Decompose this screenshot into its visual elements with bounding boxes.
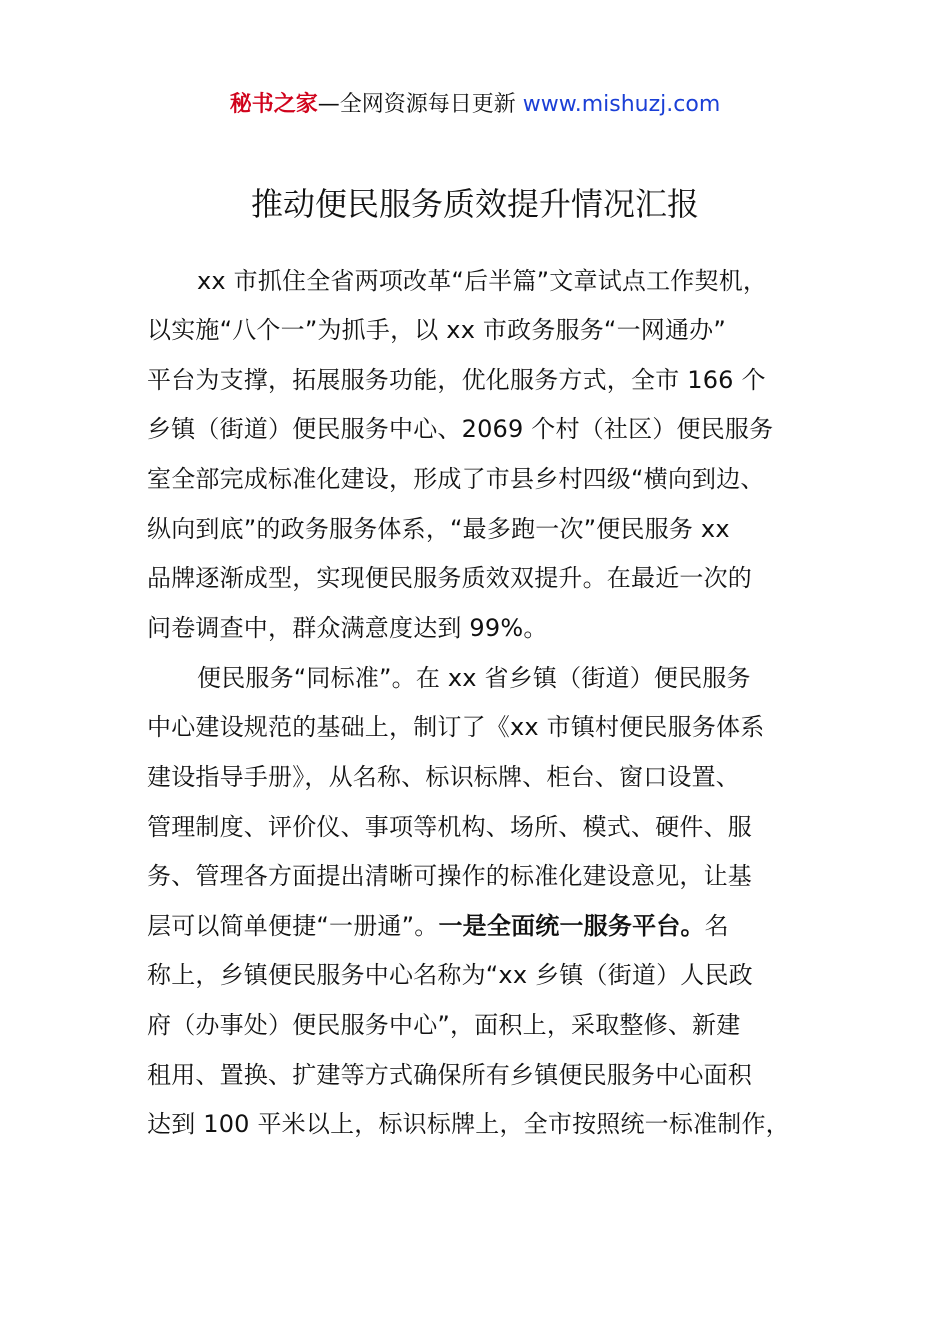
header-slogan: —全网资源每日更新 xyxy=(317,92,523,117)
paragraph-line: 纵向到底”的政务服务体系，“最多跑一次”便民服务 xx xyxy=(147,515,730,543)
paragraph-line: 管理制度、评价仪、事项等机构、场所、模式、硬件、服 xyxy=(147,813,752,841)
paragraph-line: 府（办事处）便民服务中心”，面积上，采取整修、新建 xyxy=(147,1011,741,1039)
paragraph-line: 以实施“八个一”为抓手，以 xx 市政务服务“一网通办” xyxy=(147,316,726,344)
bold-heading: 一是全面统一服务平台。 xyxy=(438,912,705,940)
paragraph-line: 称上，乡镇便民服务中心名称为“xx 乡镇（街道）人民政 xyxy=(147,961,753,989)
paragraph-line: 室全部完成标准化建设，形成了市县乡村四级“横向到边、 xyxy=(147,465,765,493)
paragraph-line: 租用、置换、扩建等方式确保所有乡镇便民服务中心面积 xyxy=(147,1061,752,1089)
brand-name: 秘书之家 xyxy=(229,92,318,117)
paragraph-line: 问卷调查中，群众满意度达到 99%。 xyxy=(147,614,548,642)
paragraph-line: 平台为支撑，拓展服务功能，优化服务方式，全市 166 个 xyxy=(147,366,766,394)
paragraph-line: 品牌逐渐成型，实现便民服务质效双提升。在最近一次的 xyxy=(147,564,752,592)
paragraph-line: 建设指导手册》，从名称、标识标牌、柜台、窗口设置、 xyxy=(147,763,740,791)
paragraph-line xyxy=(147,909,729,943)
site-header xyxy=(0,88,950,122)
document-title: 推动便民服务质效提升情况汇报 xyxy=(250,185,699,223)
paragraph-line: 便民服务“同标准”。在 xx 省乡镇（街道）便民服务 xyxy=(197,664,751,692)
paragraph-line: 达到 100 平米以上，标识标牌上，全市按照统一标准制作， xyxy=(147,1110,790,1138)
line-text: 层可以简单便捷“一册通”。 xyxy=(147,912,439,940)
site-url-link[interactable]: www.mishuzj.com xyxy=(522,92,721,117)
paragraph-line: 务、管理各方面提出清晰可操作的标准化建设意见，让基 xyxy=(147,862,752,890)
paragraph-line: 中心建设规范的基础上，制订了《xx 市镇村便民服务体系 xyxy=(147,713,765,741)
paragraph-line: xx 市抓住全省两项改革“后半篇”文章试点工作契机， xyxy=(197,267,768,295)
paragraph-line: 乡镇（街道）便民服务中心、2069 个村（社区）便民服务 xyxy=(147,415,774,443)
line-text: 名 xyxy=(704,912,729,940)
